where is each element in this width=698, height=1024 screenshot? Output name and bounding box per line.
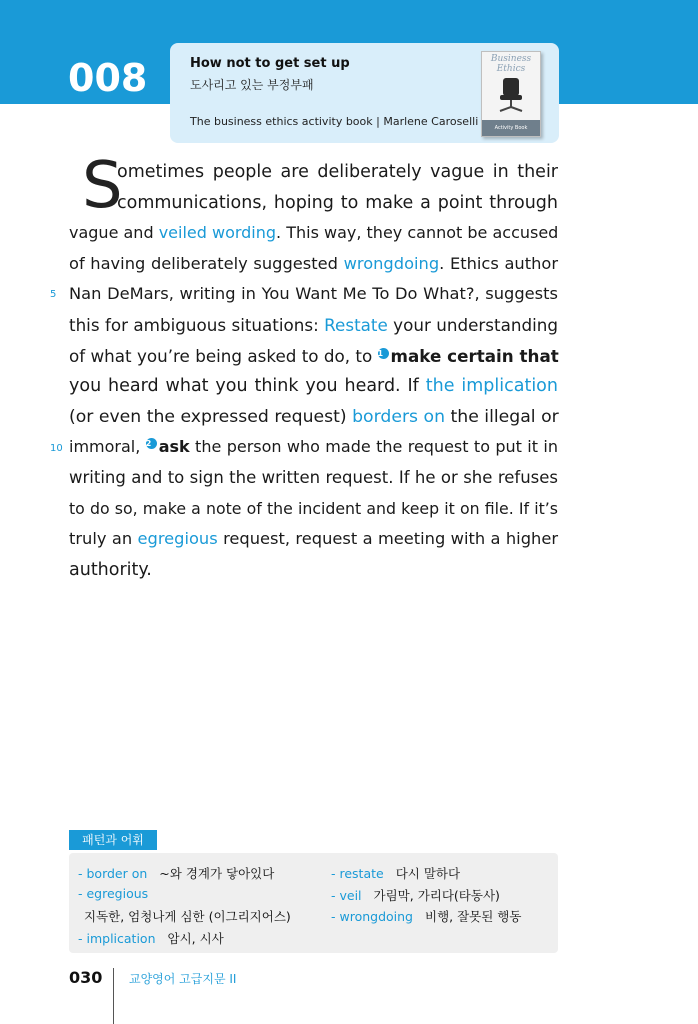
vocab-term: - wrongdoing	[331, 909, 413, 924]
source-citation: The business ethics activity book | Marlene Caroselli	[190, 115, 479, 128]
highlighted-vocab: the implication	[425, 376, 558, 397]
vocab-entry	[78, 929, 224, 947]
highlighted-vocab: egregious	[137, 529, 218, 549]
book-cover-image	[481, 51, 541, 137]
passage-subtitle: 도사리고 있는 부정부패	[190, 78, 314, 92]
drop-cap: S	[82, 149, 123, 223]
passage-line	[69, 555, 558, 586]
vocab-term: - border on	[78, 866, 148, 881]
passage-text: ometimes people are deliberately vague in their	[117, 162, 558, 182]
passage-text: this for ambiguous situations:	[69, 314, 325, 335]
vocab-entry	[331, 907, 521, 925]
passage-text: truly an	[69, 529, 138, 549]
passage-line	[69, 188, 558, 219]
passage-text: the illegal or	[445, 406, 559, 427]
passage-text: writing and to sign the written request. If he or she refuses	[69, 467, 558, 487]
vocab-meaning: 지독한, 엄청나게 심한 (이그리지어스)	[84, 909, 291, 924]
passage-line	[69, 341, 558, 372]
passage-line	[69, 279, 558, 310]
vocab-entry	[331, 864, 460, 882]
passage-text: to do so, make a note of the incident and keep it on file. If it’s	[69, 498, 558, 518]
vocab-term: - egregious	[78, 886, 149, 901]
vocab-entry	[78, 864, 274, 882]
vocab-term: - restate	[331, 866, 384, 881]
passage-line	[69, 218, 558, 249]
passage-line	[69, 157, 558, 188]
passage-text: authority.	[69, 559, 152, 580]
vocab-entry	[84, 907, 291, 925]
book-cover-label: Activity Book	[494, 125, 528, 131]
vocab-heading: 패턴과 어휘	[69, 830, 157, 850]
highlighted-vocab: Restate	[324, 314, 388, 335]
passage-text: request, request a meeting with a higher	[217, 529, 558, 549]
bold-phrase: make certain that	[390, 345, 559, 366]
passage-text: the person who made the request to put it in	[189, 437, 558, 457]
vocab-term: - veil	[331, 888, 362, 903]
bold-phrase: ask	[158, 437, 190, 457]
book-cover-title-line1: Business	[490, 54, 532, 64]
passage-text: Nan DeMars, writing in You Want Me To Do What?, suggests	[69, 284, 558, 304]
line-number-10: 10	[50, 443, 63, 454]
highlighted-vocab: borders on	[352, 406, 446, 427]
question-marker: 1	[378, 348, 389, 359]
passage-line	[69, 524, 558, 555]
passage-text: vague and	[69, 223, 159, 243]
passage-text: of what you’re being asked to do, to	[69, 345, 378, 366]
passage-line	[69, 310, 558, 341]
passage-line	[69, 463, 558, 494]
highlighted-vocab: wrongdoing	[343, 253, 440, 273]
vocab-meaning: 가림막, 가리다(타동사)	[373, 888, 500, 903]
passage-line	[69, 432, 558, 463]
vocab-meaning: 비행, 잘못된 행동	[425, 909, 522, 924]
vocab-entry	[331, 886, 500, 904]
office-chair-icon	[495, 76, 527, 114]
question-marker: 2	[146, 438, 157, 449]
reading-passage	[69, 149, 559, 585]
passage-text: communications, hoping to make a point through	[117, 192, 558, 213]
highlighted-vocab: veiled wording	[158, 223, 277, 243]
passage-line	[69, 371, 558, 402]
vocab-meaning: 암시, 시사	[167, 931, 224, 946]
passage-text: . Ethics author	[439, 253, 558, 273]
passage-text: of having deliberately suggested	[69, 253, 344, 273]
passage-text: . This way, they cannot be accused	[276, 223, 559, 243]
unit-number: 008	[68, 56, 148, 100]
vocab-meaning: ~와 경계가 닿아있다	[159, 866, 275, 881]
vocab-meaning: 다시 말하다	[395, 866, 461, 881]
line-number-5: 5	[50, 289, 57, 300]
passage-title: How not to get set up	[190, 56, 350, 71]
vocab-box	[69, 853, 558, 953]
passage-text: (or even the expressed request)	[69, 406, 353, 427]
vocab-entry	[78, 886, 148, 901]
passage-line	[69, 249, 558, 280]
passage-text: immoral,	[69, 437, 146, 457]
passage-line	[69, 494, 558, 525]
passage-text: your understanding	[387, 314, 558, 335]
passage-text: you heard what you think you heard. If	[69, 376, 426, 397]
book-cover-title-line2: Ethics	[496, 64, 526, 74]
vocab-term: - implication	[78, 931, 156, 946]
footer-divider	[113, 968, 114, 1024]
book-series-title: 교양영어 고급지문 II	[129, 972, 237, 986]
source-info-box	[170, 43, 559, 143]
passage-line	[69, 402, 558, 433]
page-number: 030	[69, 968, 103, 987]
